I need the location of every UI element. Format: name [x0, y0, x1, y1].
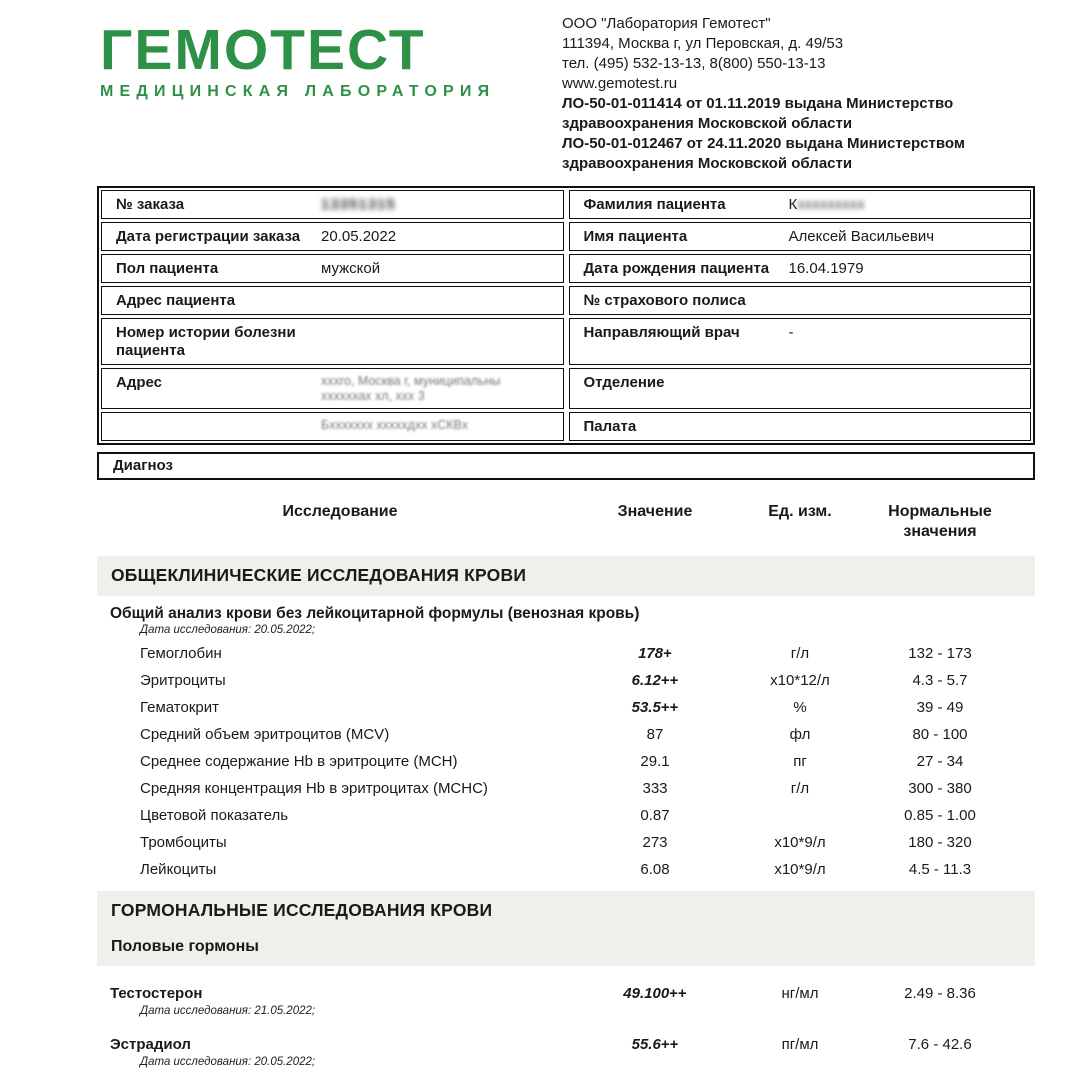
hormone-entry [97, 980, 1035, 1017]
test-value: 273 [642, 834, 668, 851]
test-units: г/л [790, 645, 810, 662]
logo-tagline: МЕДИЦИНСКАЯ ЛАБОРАТОРИЯ [100, 83, 496, 100]
table-row [110, 721, 1035, 748]
results-table [97, 494, 1035, 1068]
patient-row [101, 412, 1031, 441]
patient-row [101, 254, 1031, 283]
test-value-cell [570, 667, 740, 694]
patient-field-label: Номер истории болезни пациента [116, 324, 296, 359]
test-value-cell [570, 856, 740, 883]
test-value: 333 [642, 780, 668, 797]
test-name: Гемоглобин [140, 645, 222, 662]
patient-field-label: Пол пациента [116, 260, 219, 277]
logo-wordmark: ГЕМОТЕСТ [100, 18, 426, 82]
patient-row [101, 318, 1031, 365]
test-name: Эстрадиол [110, 1036, 191, 1053]
patient-row [101, 286, 1031, 315]
table-row [110, 1031, 1035, 1058]
test-units: % [793, 699, 807, 716]
patient-field-label: Дата регистрации заказа [116, 228, 301, 245]
hormone-entry [97, 1031, 1035, 1068]
section-rows [97, 640, 1035, 883]
column-header-units: Ед. изм. [768, 503, 832, 520]
lab-contact-info [562, 14, 1032, 174]
abnormal-flag: ++ [660, 672, 679, 689]
test-norm-range: 0.85 - 1.00 [904, 807, 976, 824]
test-value-cell [570, 721, 740, 748]
report-header [0, 0, 1080, 174]
table-row [110, 829, 1035, 856]
patient-right-cell [569, 190, 1032, 219]
column-header-name: Исследование [282, 503, 398, 520]
test-units: пг/мл [781, 1036, 819, 1053]
patient-field-value [321, 259, 551, 278]
panel-title: Общий анализ крови без лейкоцитарной формулы (венозная кровь) [110, 605, 640, 622]
test-name: Среднее содержание Hb в эритроците (MCH) [140, 753, 458, 770]
redacted-value-line: Бххххххх хххххдхх хСКВх [321, 418, 468, 432]
patient-row [101, 190, 1031, 219]
test-norm-range: 80 - 100 [912, 726, 968, 743]
lab-website: www.gemotest.ru [562, 75, 678, 92]
lab-license-2: ЛО-50-01-012467 от 24.11.2020 выдана Министерством здравоохранения Московской области [562, 135, 965, 172]
test-value-cell [570, 748, 740, 775]
test-name: Эритроциты [140, 672, 226, 689]
patient-field-label: № страхового полиса [583, 292, 746, 309]
test-norm-range: 2.49 - 8.36 [904, 985, 976, 1002]
test-value-cell [570, 775, 740, 802]
test-units: г/л [790, 780, 810, 797]
section-rows [97, 980, 1035, 1068]
table-row [110, 667, 1035, 694]
patient-field-value [789, 373, 1019, 374]
test-value: 87 [646, 726, 664, 743]
test-units [740, 802, 860, 829]
results-header-row [110, 494, 1035, 548]
patient-field-label: Направляющий врач [583, 324, 740, 341]
patient-value-text: 20.05.2022 [321, 228, 397, 245]
patient-value-text: мужской [321, 260, 381, 277]
lab-phones: тел. (495) 532-13-13, 8(800) 550-13-13 [562, 55, 826, 72]
patient-right-cell [569, 286, 1032, 315]
test-value: 53.5 [631, 699, 661, 716]
patient-row [101, 368, 1031, 409]
patient-field-label: Адрес пациента [116, 292, 236, 309]
test-name: Лейкоциты [140, 861, 217, 878]
patient-field-label: Отделение [583, 374, 665, 391]
patient-left-cell [101, 318, 564, 365]
table-row [110, 775, 1035, 802]
test-units: х10*9/л [774, 834, 826, 851]
table-row [110, 694, 1035, 721]
patient-field-label: Дата рождения пациента [583, 260, 770, 277]
patient-value-text: Алексей Васильевич [788, 228, 935, 245]
test-value: 6.08 [640, 861, 670, 878]
patient-field-value [789, 195, 1019, 214]
section-title: ОБЩЕКЛИНИЧЕСКИЕ ИССЛЕДОВАНИЯ КРОВИ [111, 565, 527, 585]
patient-field-label: № заказа [116, 196, 185, 213]
test-name: Гематокрит [140, 699, 219, 716]
patient-field-value [789, 259, 1019, 278]
lab-company-name: ООО "Лаборатория Гемотест" [562, 15, 771, 32]
abnormal-flag: ++ [660, 699, 679, 716]
patient-value-initial: К [788, 196, 798, 213]
redacted-value-line: ххххххах хл, ххх 3 [321, 389, 425, 403]
patient-value-text: 16.04.1979 [788, 260, 864, 277]
patient-field-value [321, 291, 551, 292]
test-units: фл [789, 726, 811, 743]
abnormal-flag: ++ [669, 985, 687, 1002]
test-norm-range: 39 - 49 [916, 699, 964, 716]
study-date-note: Дата исследования: 20.05.2022; [140, 624, 316, 636]
patient-field-value [321, 417, 551, 433]
lab-address: 111394, Москва г, ул Перовская, д. 49/53 [562, 35, 844, 52]
patient-row [101, 222, 1031, 251]
patient-field-value [789, 291, 1019, 292]
test-value: 6.12 [631, 672, 661, 689]
test-name: Тромбоциты [140, 834, 227, 851]
patient-field-value [321, 323, 551, 324]
test-name: Тестостерон [110, 985, 203, 1002]
diagnosis-row [97, 452, 1035, 480]
study-date-note: Дата исследования: 21.05.2022; [140, 1005, 316, 1017]
patient-left-cell [101, 286, 564, 315]
patient-right-cell [569, 318, 1032, 365]
abnormal-flag: + [663, 645, 672, 662]
test-name: Средний объем эритроцитов (MCV) [140, 726, 390, 743]
test-norm-range: 300 - 380 [908, 780, 972, 797]
patient-field-label: Фамилия пациента [583, 196, 726, 213]
test-value-cell [570, 802, 740, 829]
test-value: 29.1 [640, 753, 670, 770]
patient-field-label: Адрес [116, 374, 163, 391]
patient-right-cell [569, 254, 1032, 283]
study-date-note: Дата исследования: 20.05.2022; [140, 1056, 316, 1068]
patient-right-cell [569, 412, 1032, 441]
section-title: ГОРМОНАЛЬНЫЕ ИССЛЕДОВАНИЯ КРОВИ [111, 900, 493, 920]
patient-field-value [789, 227, 1019, 246]
test-name: Цветовой показатель [140, 807, 289, 824]
patient-left-cell [101, 368, 564, 409]
gemotest-logo [100, 14, 500, 174]
table-row [110, 802, 1035, 829]
test-norm-range: 132 - 173 [908, 645, 972, 662]
patient-field-value [321, 195, 551, 214]
patient-right-cell [569, 222, 1032, 251]
patient-field-value [321, 227, 551, 246]
patient-info-table [97, 186, 1035, 445]
patient-field-value [321, 373, 551, 404]
table-row [110, 856, 1035, 883]
test-value-cell [570, 829, 740, 856]
section-band [97, 556, 1035, 596]
redacted-value-line: хххго, Москва г, муниципальны [321, 374, 501, 388]
patient-left-cell [101, 412, 564, 441]
test-norm-range: 4.5 - 11.3 [908, 861, 972, 878]
test-norm-range: 7.6 - 42.6 [908, 1036, 972, 1053]
patient-field-value [789, 417, 1019, 418]
test-value: 178 [638, 645, 664, 662]
redacted-value: 13351315 [321, 196, 396, 213]
patient-field-value [789, 323, 1019, 342]
test-value-cell [570, 1031, 740, 1058]
test-name: Средняя концентрация Hb в эритроцитах (MCHC) [140, 780, 488, 797]
patient-left-cell [101, 254, 564, 283]
patient-field-label: Палата [583, 418, 637, 435]
test-units: пг [793, 753, 807, 770]
patient-left-cell [101, 190, 564, 219]
section-group-title: Половые гормоны [111, 938, 259, 955]
table-row [110, 748, 1035, 775]
table-row [110, 980, 1035, 1007]
patient-field-label [116, 417, 321, 418]
section-band [97, 891, 1035, 966]
column-header-value: Значение [617, 503, 693, 520]
test-units: х10*9/л [774, 861, 826, 878]
abnormal-flag: ++ [660, 1036, 679, 1053]
redacted-value: ххххххххх [797, 196, 865, 213]
patient-left-cell [101, 222, 564, 251]
test-value: 55.6 [631, 1036, 661, 1053]
test-value: 0.87 [640, 807, 670, 824]
patient-field-label: Имя пациента [583, 228, 688, 245]
patient-value-text: - [788, 324, 794, 341]
test-value-cell [570, 694, 740, 721]
patient-right-cell [569, 368, 1032, 409]
test-value-cell [570, 640, 740, 667]
diagnosis-label: Диагноз [113, 457, 173, 474]
test-units: нг/мл [781, 985, 819, 1002]
table-row [110, 640, 1035, 667]
test-value: 49.100 [623, 985, 670, 1002]
test-norm-range: 4.3 - 5.7 [912, 672, 968, 689]
column-header-norm: Нормальные значения [888, 503, 992, 540]
test-units: х10*12/л [770, 672, 830, 689]
test-value-cell [570, 980, 740, 1007]
lab-license-1: ЛО-50-01-011414 от 01.11.2019 выдана Министерство здравоохранения Московской области [562, 95, 954, 132]
test-norm-range: 180 - 320 [908, 834, 972, 851]
test-norm-range: 27 - 34 [916, 753, 964, 770]
